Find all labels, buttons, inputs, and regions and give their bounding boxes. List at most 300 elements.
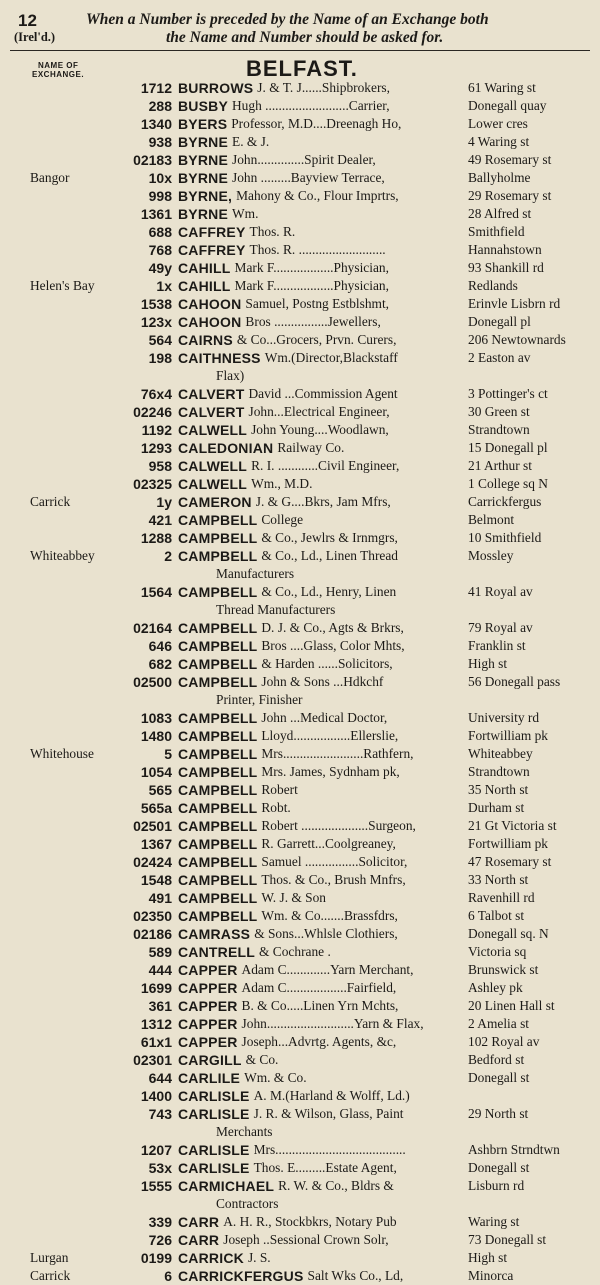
- directory-entry: [0, 403, 600, 421]
- subscriber-address: Ashbrn Strndtwn: [468, 1142, 560, 1157]
- subscriber-surname: CAMPBELL: [178, 530, 258, 546]
- phone-number: 1x: [156, 278, 172, 294]
- exchange-name: Whitehouse: [30, 746, 94, 761]
- entry-continuation: Printer, Finisher: [216, 692, 303, 707]
- subscriber-address: Donegall quay: [468, 98, 547, 113]
- subscriber-address: 29 Rosemary st: [468, 188, 552, 203]
- subscriber-details: Mark F..................Physician,: [234, 260, 389, 275]
- subscriber-details: Professor, M.D....Dreenagh Ho,: [231, 116, 402, 131]
- subscriber-address: 29 North st: [468, 1106, 529, 1121]
- phone-number: 688: [148, 224, 172, 240]
- subscriber-address: Donegall st: [468, 1160, 530, 1175]
- subscriber-details: & Co...Grocers, Prvn. Curers,: [236, 332, 397, 347]
- phone-number: 5: [164, 746, 172, 762]
- directory-entry: [0, 79, 600, 97]
- subscriber-address: 10 Smithfield: [468, 530, 542, 545]
- region-label: (Irel'd.): [14, 30, 56, 44]
- subscriber-surname: CAMPBELL: [178, 728, 258, 744]
- directory-entry: [0, 1177, 600, 1195]
- phone-number: 1054: [140, 764, 172, 780]
- phone-number: 1083: [140, 710, 172, 726]
- directory-entry: [0, 979, 600, 997]
- subscriber-address: University rd: [468, 710, 540, 725]
- subscriber-address: 73 Donegall st: [468, 1232, 547, 1247]
- subscriber-details: Joseph ..Sessional Crown Solr,: [223, 1232, 389, 1247]
- subscriber-details: R. Garrett...Coolgreaney,: [261, 836, 396, 851]
- subscriber-details: Robert: [261, 782, 298, 797]
- subscriber-address: Smithfield: [468, 224, 525, 239]
- subscriber-surname: BYRNE: [178, 134, 229, 150]
- exchange-column-header-line-1: NAME OF: [38, 61, 79, 70]
- subscriber-details: Thos. E.........Estate Agent,: [253, 1160, 397, 1175]
- subscriber-address: 6 Talbot st: [468, 908, 525, 923]
- subscriber-address: Donegall pl: [468, 314, 531, 329]
- subscriber-surname: CAMPBELL: [178, 584, 258, 600]
- subscriber-details: & Sons...Whlsle Clothiers,: [254, 926, 398, 941]
- subscriber-surname: CAMPBELL: [178, 908, 258, 924]
- exchange-name: Lurgan: [30, 1250, 69, 1265]
- phone-number: 02186: [133, 926, 172, 942]
- subscriber-address: Strandtown: [468, 764, 530, 779]
- directory-entry: [0, 781, 600, 799]
- phone-number: 339: [148, 1214, 172, 1230]
- phone-number: 53x: [148, 1160, 172, 1176]
- phone-number: 589: [148, 944, 172, 960]
- exchange-name: Carrick: [30, 494, 71, 509]
- subscriber-address: 35 North st: [468, 782, 529, 797]
- exchange-name: Bangor: [30, 170, 70, 185]
- subscriber-details: Bros ................Jewellers,: [245, 314, 381, 329]
- instruction-line-2: the Name and Number should be asked for.: [166, 29, 444, 46]
- phone-number: 491: [148, 890, 172, 906]
- subscriber-surname: CARLISLE: [178, 1160, 250, 1176]
- directory-entry: [0, 457, 600, 475]
- directory-entry: [0, 1033, 600, 1051]
- subscriber-details: Wm.(Director,Blackstaff: [264, 350, 398, 365]
- subscriber-details: Mark F..................Physician,: [234, 278, 389, 293]
- directory-entry: [0, 421, 600, 439]
- subscriber-address: 47 Rosemary st: [468, 854, 552, 869]
- subscriber-address: Bedford st: [468, 1052, 525, 1067]
- entry-continuation: Manufacturers: [216, 566, 295, 581]
- subscriber-details: Mrs........................Rathfern,: [261, 746, 414, 761]
- page-number: 12: [18, 11, 37, 30]
- subscriber-address: Brunswick st: [468, 962, 539, 977]
- subscriber-address: 49 Rosemary st: [468, 152, 552, 167]
- directory-entry: [0, 871, 600, 889]
- subscriber-surname: CAFFREY: [178, 242, 246, 258]
- directory-entry: [0, 241, 600, 259]
- directory-entry: [0, 169, 600, 187]
- subscriber-surname: CAHOON: [178, 314, 242, 330]
- subscriber-address: Victoria sq: [468, 944, 527, 959]
- directory-entry: [0, 1105, 600, 1123]
- subscriber-surname: CARLISLE: [178, 1106, 250, 1122]
- directory-entry: [0, 1267, 600, 1285]
- phone-number: 02301: [133, 1052, 172, 1068]
- directory-entry: [0, 475, 600, 493]
- subscriber-address: 2 Amelia st: [468, 1016, 529, 1031]
- phone-number: 1548: [140, 872, 172, 888]
- directory-entry: [0, 259, 600, 277]
- subscriber-address: Waring st: [468, 1214, 520, 1229]
- exchange-column-header-line-2: EXCHANGE.: [32, 70, 85, 79]
- phone-number: 02246: [133, 404, 172, 420]
- directory-entry: [0, 745, 600, 763]
- directory-entry: [0, 619, 600, 637]
- subscriber-details: Wm. & Co.......Brassfdrs,: [261, 908, 398, 923]
- directory-entry: [0, 115, 600, 133]
- subscriber-surname: CAFFREY: [178, 224, 246, 240]
- subscriber-surname: CAPPER: [178, 1034, 238, 1050]
- phone-number: 1192: [141, 422, 172, 438]
- directory-entry: [0, 1051, 600, 1069]
- directory-entry: [0, 385, 600, 403]
- subscriber-address: Carrickfergus: [468, 494, 542, 509]
- subscriber-surname: CAMPBELL: [178, 782, 258, 798]
- subscriber-address: Donegall sq. N: [468, 926, 549, 941]
- subscriber-surname: CALWELL: [178, 458, 248, 474]
- subscriber-details: Adam C.............Yarn Merchant,: [241, 962, 414, 977]
- phone-number: 49y: [148, 260, 172, 276]
- subscriber-surname: CALEDONIAN: [178, 440, 274, 456]
- subscriber-details: & Co., Ld., Linen Thread: [261, 548, 398, 563]
- subscriber-surname: CAMERON: [178, 494, 252, 510]
- subscriber-surname: CAMRASS: [178, 926, 251, 942]
- subscriber-address: Franklin st: [468, 638, 526, 653]
- directory-entry: [0, 529, 600, 547]
- subscriber-details: Samuel ................Solicitor,: [261, 854, 408, 869]
- directory-entry: [0, 727, 600, 745]
- exchange-name: Helen's Bay: [30, 278, 95, 293]
- subscriber-address: High st: [468, 656, 508, 671]
- directory-entry: [0, 547, 600, 565]
- subscriber-surname: CARLISLE: [178, 1088, 250, 1104]
- subscriber-details: A. M.(Harland & Wolff, Ld.): [253, 1088, 410, 1103]
- phone-number: 1555: [140, 1178, 172, 1194]
- phone-number: 998: [148, 188, 172, 204]
- subscriber-details: John & Sons ...Hdkchf: [261, 674, 384, 689]
- subscriber-details: & Co., Ld., Henry, Linen: [261, 584, 397, 599]
- directory-entry: [0, 223, 600, 241]
- directory-entry: [0, 853, 600, 871]
- directory-entry: [0, 799, 600, 817]
- directory-entry: [0, 961, 600, 979]
- subscriber-surname: BYRNE: [178, 206, 229, 222]
- subscriber-address: 61 Waring st: [468, 80, 536, 95]
- subscriber-details: Salt Wks Co., Ld,: [307, 1268, 404, 1283]
- subscriber-details: John .........Bayview Terrace,: [232, 170, 385, 185]
- directory-entry: [0, 907, 600, 925]
- directory-entry: [0, 1249, 600, 1267]
- directory-entry: [0, 97, 600, 115]
- subscriber-details: J. & T. J......Shipbrokers,: [257, 80, 390, 95]
- subscriber-details: J. R. & Wilson, Glass, Paint: [253, 1106, 404, 1121]
- subscriber-surname: CALVERT: [178, 386, 245, 402]
- subscriber-details: Adam C..................Fairfield,: [241, 980, 397, 995]
- phone-number: 444: [148, 962, 172, 978]
- directory-entry: [0, 1069, 600, 1087]
- subscriber-details: Railway Co.: [277, 440, 345, 455]
- subscriber-details: John Young....Woodlawn,: [251, 422, 389, 437]
- subscriber-surname: CAITHNESS: [178, 350, 261, 366]
- directory-entry: [0, 331, 600, 349]
- phone-number: 6: [164, 1268, 172, 1284]
- directory-entry: [0, 511, 600, 529]
- subscriber-details: John ...Medical Doctor,: [261, 710, 388, 725]
- phone-number: 564: [148, 332, 172, 348]
- subscriber-address: 21 Arthur st: [468, 458, 532, 473]
- subscriber-details: B. & Co.....Linen Yrn Mchts,: [241, 998, 399, 1013]
- subscriber-surname: CAMPBELL: [178, 872, 258, 888]
- subscriber-details: J. & G....Bkrs, Jam Mfrs,: [255, 494, 391, 509]
- exchange-name: Whiteabbey: [30, 548, 95, 563]
- subscriber-address: 2 Easton av: [468, 350, 531, 365]
- subscriber-surname: CAMPBELL: [178, 512, 258, 528]
- subscriber-details: Lloyd.................Ellerslie,: [261, 728, 399, 743]
- subscriber-surname: CAMPBELL: [178, 674, 258, 690]
- phone-number: 1699: [140, 980, 172, 996]
- subscriber-details: Joseph...Advrtg. Agents, &c,: [241, 1034, 397, 1049]
- directory-entry: [0, 187, 600, 205]
- phone-number: 768: [148, 242, 172, 258]
- subscriber-surname: BYRNE,: [178, 188, 233, 204]
- directory-entry: [0, 277, 600, 295]
- header-rule: [10, 50, 590, 51]
- subscriber-address: 93 Shankill rd: [468, 260, 544, 275]
- subscriber-address: Belmont: [468, 512, 515, 527]
- subscriber-address: 41 Royal av: [468, 584, 533, 599]
- subscriber-details: Samuel, Postng Estblshmt,: [245, 296, 390, 311]
- subscriber-surname: CARR: [178, 1214, 220, 1230]
- phone-number: 938: [148, 134, 172, 150]
- subscriber-address: Ballyholme: [468, 170, 531, 185]
- phone-number: 2: [164, 548, 172, 564]
- directory-entry: [0, 1213, 600, 1231]
- directory-entry: [0, 583, 600, 601]
- directory-entry: [0, 817, 600, 835]
- directory-entry: [0, 133, 600, 151]
- subscriber-details: R. W. & Co., Bldrs &: [278, 1178, 394, 1193]
- subscriber-surname: CALWELL: [178, 476, 248, 492]
- directory-entry: [0, 205, 600, 223]
- phone-number: 565a: [140, 800, 172, 816]
- phone-number: 61x1: [140, 1034, 172, 1050]
- subscriber-details: R. I. ............Civil Engineer,: [251, 458, 400, 473]
- directory-entry: [0, 889, 600, 907]
- subscriber-details: Robt.: [261, 800, 291, 815]
- phone-number: 1361: [140, 206, 172, 222]
- subscriber-surname: CARMICHAEL: [178, 1178, 275, 1194]
- subscriber-surname: BYRNE: [178, 170, 229, 186]
- subscriber-address: Strandtown: [468, 422, 530, 437]
- subscriber-address: 102 Royal av: [468, 1034, 540, 1049]
- phone-number: 10x: [148, 170, 172, 186]
- subscriber-surname: CAMPBELL: [178, 710, 258, 726]
- phone-number: 726: [148, 1232, 172, 1248]
- phone-number: 1367: [140, 836, 172, 852]
- phone-number: 682: [148, 656, 172, 672]
- phone-number: 1293: [140, 440, 172, 456]
- phone-number: 1564: [140, 584, 172, 600]
- subscriber-surname: CALWELL: [178, 422, 248, 438]
- subscriber-address: 15 Donegall pl: [468, 440, 548, 455]
- subscriber-surname: CAPPER: [178, 998, 238, 1014]
- subscriber-details: Wm.: [232, 206, 259, 221]
- subscriber-surname: CARLILE: [178, 1070, 241, 1086]
- subscriber-surname: CAHILL: [178, 278, 231, 294]
- subscriber-details: J. S.: [247, 1250, 271, 1265]
- subscriber-address: Donegall st: [468, 1070, 530, 1085]
- subscriber-surname: CARLISLE: [178, 1142, 250, 1158]
- subscriber-surname: CAMPBELL: [178, 656, 258, 672]
- subscriber-surname: BUSBY: [178, 98, 229, 114]
- subscriber-details: & Cochrane .: [259, 944, 331, 959]
- subscriber-details: E. & J.: [232, 134, 270, 149]
- subscriber-details: Bros ....Glass, Color Mhts,: [261, 638, 405, 653]
- subscriber-details: & Harden ......Solicitors,: [261, 656, 393, 671]
- phone-number: 1312: [140, 1016, 172, 1032]
- entry-continuation: Contractors: [216, 1196, 279, 1211]
- subscriber-surname: CARR: [178, 1232, 220, 1248]
- directory-entry: [0, 943, 600, 961]
- phone-number: 1712: [140, 80, 172, 96]
- directory-entry: [0, 151, 600, 169]
- phone-number: 02164: [133, 620, 172, 636]
- subscriber-surname: CAPPER: [178, 962, 238, 978]
- subscriber-surname: CAPPER: [178, 1016, 238, 1032]
- phone-number: 02501: [133, 818, 172, 834]
- phone-number: 02183: [133, 152, 172, 168]
- directory-entry: [0, 655, 600, 673]
- entry-continuation: Thread Manufacturers: [216, 602, 336, 617]
- phone-number: 02325: [133, 476, 172, 492]
- subscriber-surname: CAMPBELL: [178, 548, 258, 564]
- subscriber-surname: CAMPBELL: [178, 620, 258, 636]
- directory-entry: [0, 673, 600, 691]
- entry-continuation: Flax): [216, 368, 245, 383]
- subscriber-address: Ravenhill rd: [468, 890, 535, 905]
- directory-entry: [0, 763, 600, 781]
- directory-entry: [0, 313, 600, 331]
- subscriber-surname: CAMPBELL: [178, 890, 258, 906]
- subscriber-surname: CAMPBELL: [178, 818, 258, 834]
- instruction-line-1: When a Number is preceded by the Name of an Exchange both: [86, 11, 489, 28]
- subscriber-address: Fortwilliam pk: [468, 836, 548, 851]
- subscriber-details: & Co.: [245, 1052, 279, 1067]
- phone-number: 1y: [156, 494, 172, 510]
- subscriber-surname: CAMPBELL: [178, 836, 258, 852]
- subscriber-address: 1 College sq N: [468, 476, 548, 491]
- subscriber-surname: CARRICK: [178, 1250, 244, 1266]
- directory-entry: [0, 997, 600, 1015]
- subscriber-details: & Co., Jewlrs & Irnmgrs,: [261, 530, 398, 545]
- subscriber-address: Lisburn rd: [468, 1178, 525, 1193]
- subscriber-surname: BYRNE: [178, 152, 229, 168]
- subscriber-address: Hannahstown: [468, 242, 542, 257]
- phone-number: 646: [148, 638, 172, 654]
- subscriber-surname: CAPPER: [178, 980, 238, 996]
- subscriber-details: W. J. & Son: [261, 890, 326, 905]
- subscriber-surname: CAMPBELL: [178, 746, 258, 762]
- subscriber-details: Robert ....................Surgeon,: [261, 818, 416, 833]
- directory-entry: [0, 493, 600, 511]
- subscriber-surname: CANTRELL: [178, 944, 256, 960]
- phone-number: 644: [148, 1070, 172, 1086]
- subscriber-details: Mrs. James, Sydnham pk,: [261, 764, 400, 779]
- subscriber-details: John..............Spirit Dealer,: [232, 152, 376, 167]
- subscriber-details: Mahony & Co., Flour Imprtrs,: [236, 188, 399, 203]
- directory-entry: [0, 835, 600, 853]
- phone-number: 1288: [140, 530, 172, 546]
- subscriber-address: 79 Royal av: [468, 620, 533, 635]
- directory-entry: [0, 349, 600, 367]
- subscriber-address: 3 Pottinger's ct: [468, 386, 548, 401]
- phone-number: 1480: [140, 728, 172, 744]
- subscriber-address: Lower cres: [468, 116, 528, 131]
- subscriber-surname: CAMPBELL: [178, 638, 258, 654]
- subscriber-address: 20 Linen Hall st: [468, 998, 555, 1013]
- phone-number: 1340: [140, 116, 172, 132]
- subscriber-address: 33 North st: [468, 872, 529, 887]
- subscriber-address: Erinvle Lisbrn rd: [468, 296, 561, 311]
- directory-entry: [0, 709, 600, 727]
- phone-number: 76x4: [140, 386, 172, 402]
- subscriber-details: College: [261, 512, 304, 527]
- city-heading: BELFAST.: [246, 56, 358, 81]
- phone-number: 743: [148, 1106, 172, 1122]
- phone-number: 288: [148, 98, 172, 114]
- phone-number: 958: [148, 458, 172, 474]
- subscriber-surname: CAIRNS: [178, 332, 233, 348]
- subscriber-details: Wm., M.D.: [251, 476, 313, 491]
- subscriber-address: 28 Alfred st: [468, 206, 532, 221]
- phone-number: 1538: [140, 296, 172, 312]
- directory-entry: [0, 1141, 600, 1159]
- subscriber-surname: CAHILL: [178, 260, 231, 276]
- directory-entry: [0, 295, 600, 313]
- subscriber-address: Mossley: [468, 548, 514, 563]
- directory-entry: [0, 637, 600, 655]
- phone-number: 02424: [133, 854, 172, 870]
- subscriber-address: Durham st: [468, 800, 525, 815]
- directory-entry: [0, 1087, 600, 1105]
- subscriber-details: Wm. & Co.: [244, 1070, 307, 1085]
- directory-entry: [0, 925, 600, 943]
- subscriber-details: Thos. R. ..........................: [249, 242, 386, 257]
- subscriber-address: Fortwilliam pk: [468, 728, 548, 743]
- subscriber-address: 56 Donegall pass: [468, 674, 561, 689]
- subscriber-surname: CAMPBELL: [178, 764, 258, 780]
- subscriber-details: Mrs.......................................: [253, 1142, 406, 1157]
- directory-entry: [0, 1159, 600, 1177]
- subscriber-address: Ashley pk: [468, 980, 523, 995]
- subscriber-surname: CAHOON: [178, 296, 242, 312]
- subscriber-address: 21 Gt Victoria st: [468, 818, 557, 833]
- subscriber-address: 206 Newtownards: [468, 332, 566, 347]
- subscriber-surname: CAMPBELL: [178, 854, 258, 870]
- phone-number: 0199: [140, 1250, 172, 1266]
- directory-entry: [0, 1231, 600, 1249]
- subscriber-details: John..........................Yarn & Flax,: [241, 1016, 424, 1031]
- subscriber-details: Hugh .........................Carrier,: [232, 98, 390, 113]
- directory-entry: [0, 439, 600, 457]
- phone-number: 02350: [133, 908, 172, 924]
- subscriber-surname: CALVERT: [178, 404, 245, 420]
- subscriber-surname: CARRICKFERGUS: [178, 1268, 304, 1284]
- subscriber-surname: BYERS: [178, 116, 228, 132]
- phone-number: 02500: [133, 674, 172, 690]
